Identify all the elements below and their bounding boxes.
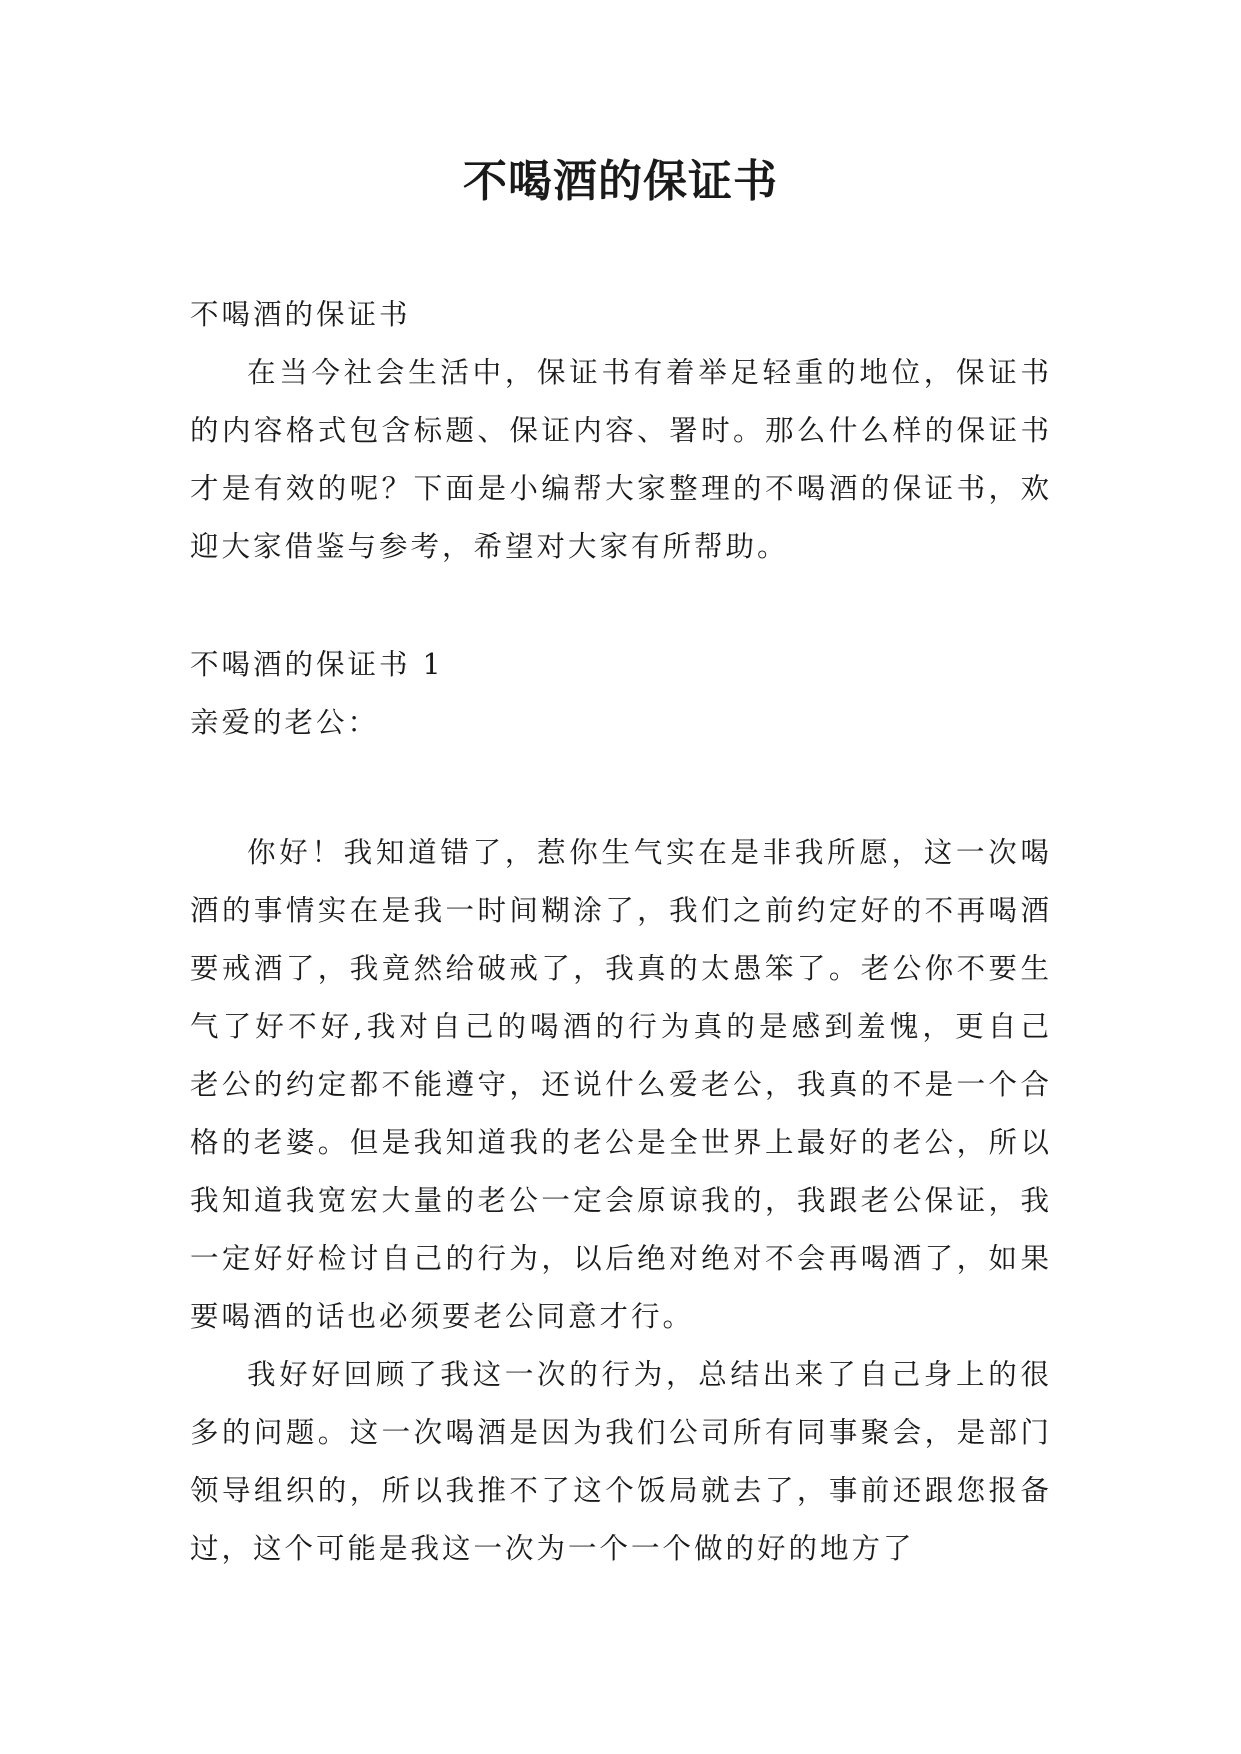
document-body xyxy=(190,286,1052,1578)
subheading: 不喝酒的保证书 xyxy=(190,298,411,331)
body-paragraph: 你好！我知道错了，惹你生气实在是非我所愿，这一次喝酒的事情实在是我一时间糊涂了，我们之前约定好的不再喝酒要戒酒了，我竟然给破戒了，我真的太愚笨了。老公你不要生气了好不好,我对自己的喝酒的行为真的是感到羞愧，更自己老公的约定都不能遵守，还说什么爱老公，我真的不是一个合格的老婆。但是我知道我的老公是全世界上最好的老公，所以我知道我宽宏大量的老公一定会原谅我的，我跟老公保证，我一定好好检讨自己的行为，以后绝对绝对不会再喝酒了，如果要喝酒的话也必须要老公同意才行。 xyxy=(190,836,1052,1333)
section-heading: 不喝酒的保证书 1 xyxy=(190,648,444,681)
salutation: 亲爱的老公： xyxy=(190,706,380,739)
spacer xyxy=(190,576,1052,636)
body-paragraph: 我好好回顾了我这一次的行为，总结出来了自己身上的很多的问题。这一次喝酒是因为我们公司所有同事聚会，是部门领导组织的，所以我推不了这个饭局就去了，事前还跟您报备过，这个可能是我这一次为一个一个做的好的地方了 xyxy=(190,1358,1052,1565)
spacer xyxy=(190,752,1052,824)
page-title: 不喝酒的保证书 xyxy=(463,156,778,207)
intro-paragraph: 在当今社会生活中，保证书有着举足轻重的地位，保证书的内容格式包含标题、保证内容、署时。那么什么样的保证书才是有效的呢？下面是小编帮大家整理的不喝酒的保证书，欢迎大家借鉴与参考，希望对大家有所帮助。 xyxy=(190,356,1052,563)
